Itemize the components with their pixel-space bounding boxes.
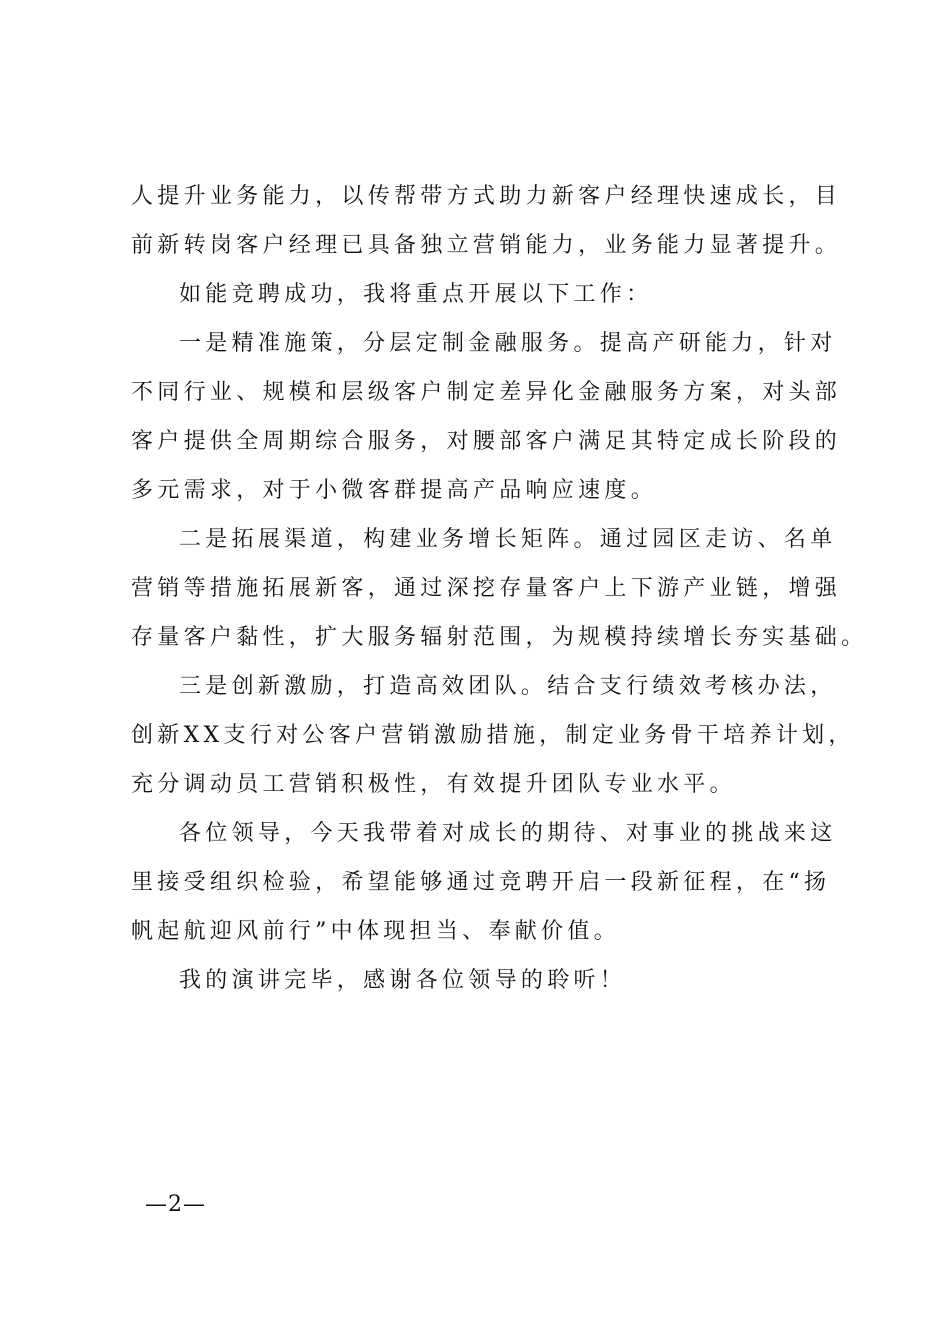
text-line: 如能竞聘成功，我将重点开展以下工作： bbox=[179, 282, 653, 307]
text-line: 充分调动员工营销积极性，有效提升团队专业水平。 bbox=[131, 772, 736, 797]
text-line: 营销等措施拓展新客，通过深挖存量客户上下游产业链，增强 bbox=[131, 576, 842, 601]
text-line: 一是精准施策，分层定制金融服务。提高产研能力，针对 bbox=[179, 331, 837, 356]
text-line: 存量客户黏性，扩大服务辐射范围，为规模持续增长夯实基础。 bbox=[131, 625, 868, 650]
text-line: 三是创新激励，打造高效团队。结合支行绩效考核办法， bbox=[179, 674, 837, 699]
text-line: 多元需求，对于小微客群提高产品响应速度。 bbox=[131, 478, 658, 503]
text-line: 不同行业、规模和层级客户制定差异化金融服务方案，对头部 bbox=[131, 380, 842, 405]
text-line: 前新转岗客户经理已具备独立营销能力，业务能力显著提升。 bbox=[131, 233, 842, 258]
text-line: 帆起航迎风前行”中体现担当、奉献价值。 bbox=[131, 919, 620, 944]
document-body bbox=[131, 172, 868, 1005]
text-line: 客户提供全周期综合服务，对腰部客户满足其特定成长阶段的 bbox=[131, 429, 842, 454]
text-line: 人提升业务能力，以传帮带方式助力新客户经理快速成长，目 bbox=[131, 184, 842, 209]
page-number: —2— bbox=[145, 1192, 206, 1217]
text-line: 我的演讲完毕，感谢各位领导的聆听！ bbox=[179, 968, 627, 993]
text-line: 二是拓展渠道，构建业务增长矩阵。通过园区走访、名单 bbox=[179, 527, 837, 552]
text-line: 里接受组织检验，希望能够通过竞聘开启一段新征程，在“扬 bbox=[131, 870, 831, 895]
text-line: 各位领导，今天我带着对成长的期待、对事业的挑战来这 bbox=[179, 821, 837, 846]
text-line: 创新XX支行对公客户营销激励措施，制定业务骨干培养计划， bbox=[131, 723, 855, 748]
